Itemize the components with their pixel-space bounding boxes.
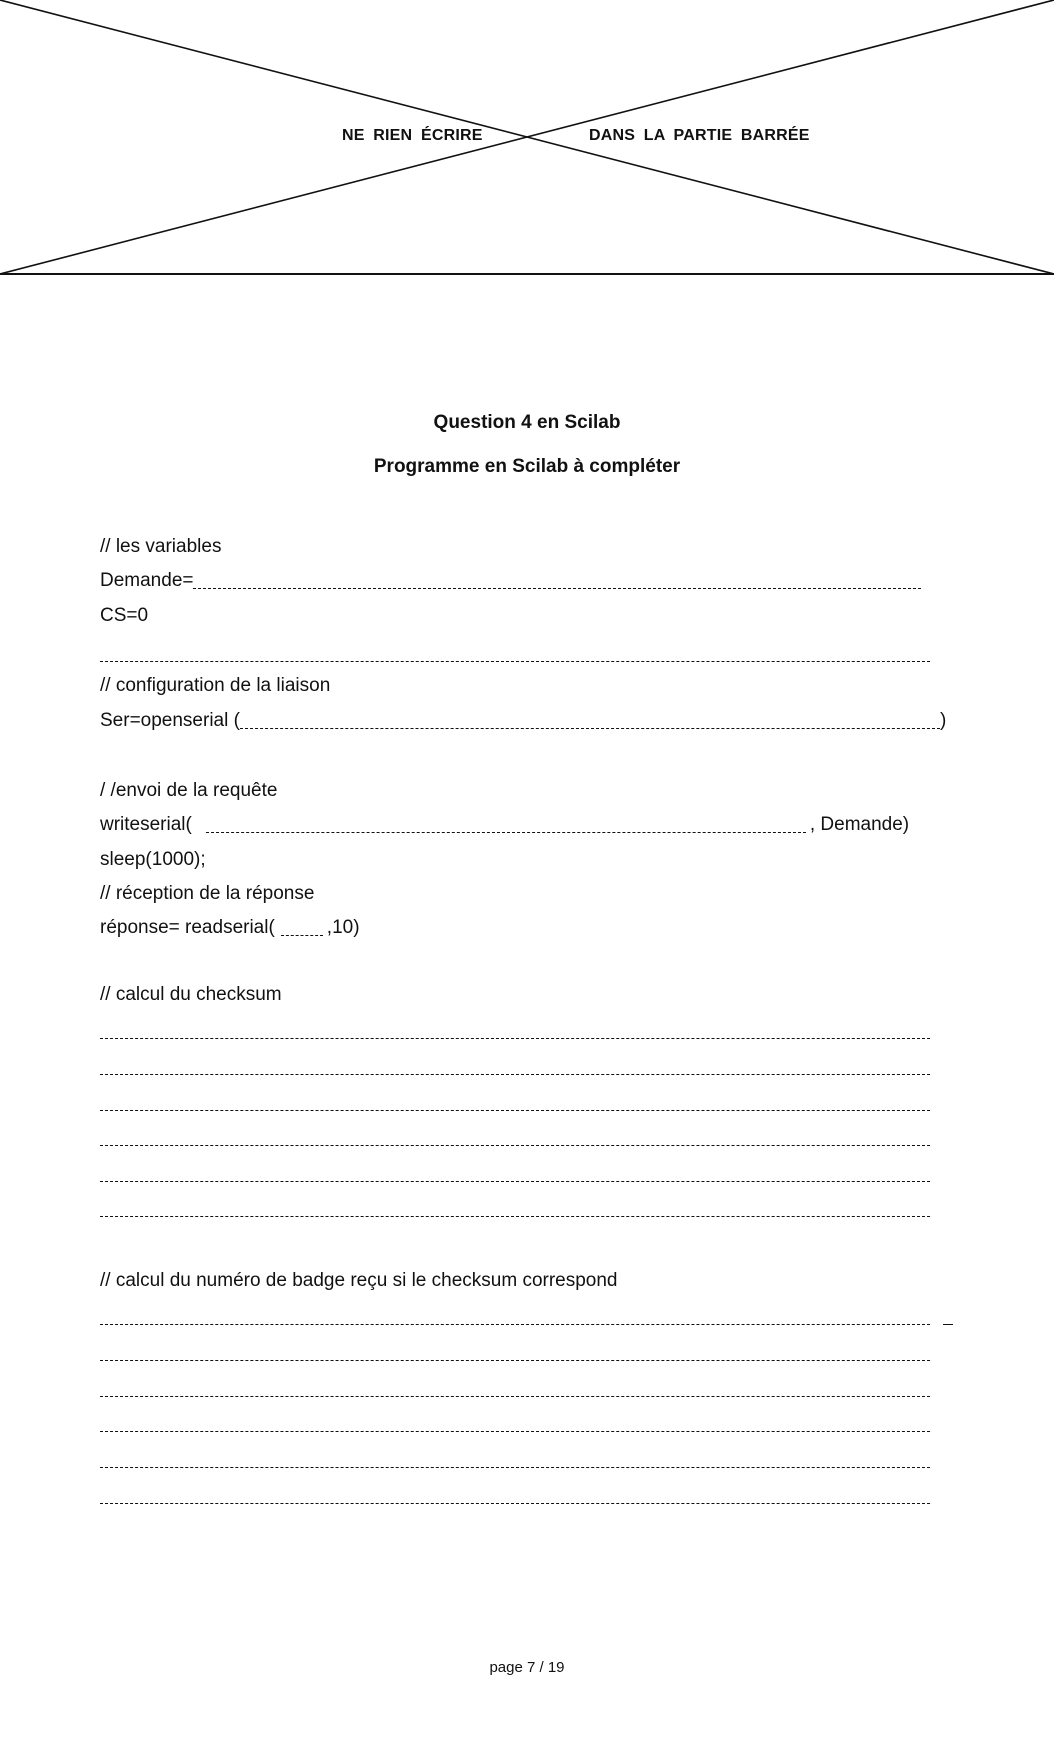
- banner-right-text: DANS LA PARTIE BARRÉE: [589, 127, 810, 144]
- crossed-out-band: [0, 0, 1054, 280]
- program-subtitle: Programme en Scilab à compléter: [373, 456, 681, 477]
- badge-blank-1[interactable]: [100, 1324, 930, 1325]
- openserial-suffix: ): [939, 710, 947, 731]
- demande-blank[interactable]: [193, 588, 921, 589]
- checksum-blank-2[interactable]: [100, 1074, 930, 1075]
- writeserial-blank[interactable]: [206, 832, 806, 833]
- checksum-blank-5[interactable]: [100, 1181, 930, 1182]
- checksum-blank-6[interactable]: [100, 1216, 930, 1217]
- badge-blank-3[interactable]: [100, 1396, 930, 1397]
- comment-envoi: / /envoi de la requête: [100, 780, 278, 801]
- writeserial-suffix: , Demande): [809, 814, 910, 835]
- comment-config: // configuration de la liaison: [100, 675, 331, 696]
- demande-line: [100, 569, 921, 593]
- writeserial-line: [100, 813, 909, 837]
- checksum-blank-1[interactable]: [100, 1038, 930, 1039]
- question-title: Question 4 en Scilab: [433, 412, 621, 433]
- sleep-line: sleep(1000);: [100, 849, 206, 870]
- readserial-blank[interactable]: [281, 935, 323, 936]
- checksum-blank-3[interactable]: [100, 1110, 930, 1111]
- badge-blank-2[interactable]: [100, 1360, 930, 1361]
- comment-badge: // calcul du numéro de badge reçu si le checksum correspond: [100, 1270, 618, 1291]
- comment-reception: // réception de la réponse: [100, 883, 315, 904]
- demande-label: Demande=: [100, 570, 194, 591]
- openserial-blank[interactable]: [240, 728, 940, 729]
- readserial-suffix: ,10): [326, 917, 360, 938]
- comment-variables: // les variables: [100, 536, 222, 557]
- openserial-prefix: Ser=openserial (: [100, 710, 240, 731]
- readserial-line: [100, 916, 360, 940]
- banner-left-text: NE RIEN ÉCRIRE: [342, 127, 483, 144]
- checksum-blank-4[interactable]: [100, 1145, 930, 1146]
- page-number: page 7 / 19: [489, 1659, 565, 1676]
- openserial-line: [100, 709, 946, 733]
- badge-blank-4[interactable]: [100, 1431, 930, 1432]
- cs-line: CS=0: [100, 605, 149, 626]
- badge-blank-6[interactable]: [100, 1503, 930, 1504]
- writeserial-prefix: writeserial(: [100, 814, 192, 835]
- badge-blank-1-tail: [943, 1324, 953, 1325]
- badge-blank-5[interactable]: [100, 1467, 930, 1468]
- readserial-prefix: réponse= readserial(: [100, 917, 275, 938]
- comment-checksum: // calcul du checksum: [100, 984, 282, 1005]
- blank-line-variables[interactable]: [100, 661, 930, 662]
